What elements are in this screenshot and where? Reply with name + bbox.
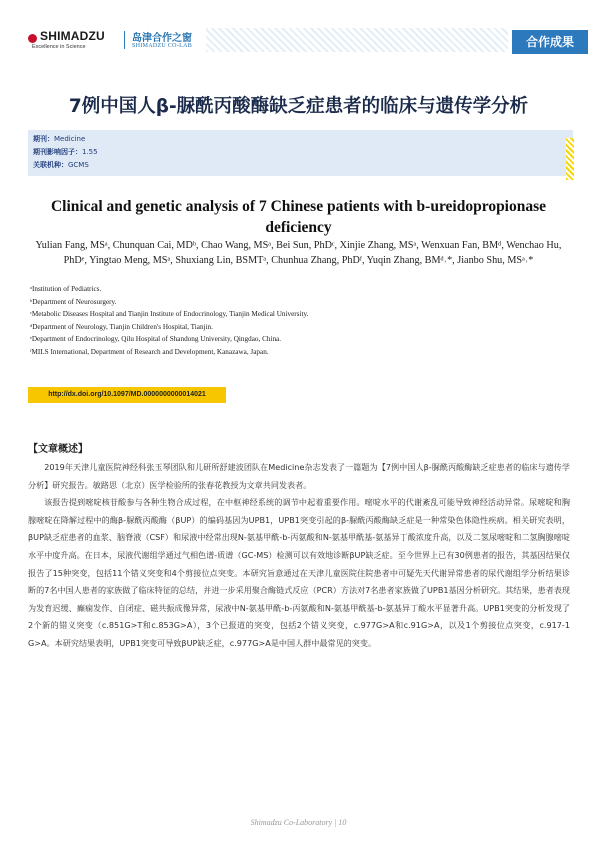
page-title-cn: 7例中国人β-脲酰丙酸酶缺乏症患者的临床与遗传学分析 [68, 96, 529, 117]
affiliation-item: ᶜMetabolic Diseases Hospital and Tianjin Institute of Endocrinology, Tianjin Medical University. [30, 310, 309, 319]
co-lab-title-cn: 岛津合作之窗 [132, 33, 192, 44]
journal-label: 期刊： [33, 135, 54, 143]
summary-body [28, 459, 570, 653]
meta-box [28, 130, 573, 176]
doi-link[interactable]: http://dx.doi.org/10.1097/MD.0000000000014021 [28, 387, 226, 403]
impact-value: 1.55 [82, 148, 98, 156]
summary-heading: 【文章概述】 [28, 444, 88, 455]
shimadzu-logo-icon [28, 34, 37, 43]
summary-paragraph: 该报告提到嘧啶核苷酸参与各种生物合成过程，在中枢神经系统的调节中起着重要作用。嘧啶水平的代谢紊乱可能导致神经活动异常。尿嘧啶和胸腺嘧啶在降解过程中的酶β-脲酰丙酸酶（βUP）的编码基因为UPB1，UPB1突变引起的β-脲酰丙酸酶缺乏症是一种常染色体隐性疾病。相关研究表明，βUP缺乏症患者的血浆、脑脊液（CSF）和尿液中经常出现N-氨基甲酰-b-丙氨酸和N-氨基甲酰基-氨基异丁酸浓度升高，以及二氢尿嘧啶和二氢胸腺嘧啶水平中度升高。在日本，尿液代谢组学通过气相色谱-质谱（GC-MS）检测可以有效地诊断βUP缺乏症。至今世界上已有30例患者的报告，其基因结果仅报告了15种突变，包括11个错义突变和4个剪接位点突变。本研究旨意通过在天津儿童医院住院患者中可疑先天代谢异常患者的尿代谢组学分析结果诊断的7名中国人患者的家族做了临床特征的总结，并进一步采用聚合酶链式反应（PCR）方法对7名患者家族做了UPB1基因分析研究。其结果，患者表现为发育迟缓、癫痫发作、自闭症、磁共振成像异常，尿液中N-氨基甲酰-b-丙氨酸和N-氨基甲酰基-b-氨基异丁酸水平显著升高。UPB1突变的分析发现了2个新的错义突变（c.851G>T和c.853G>A），3个已报道的突变，包括2个错义突变，c.977G>A和c.91G>A，以及1个剪接位点突变，c.917-1 G>A。本研究结果表明，UPB1突变可导致βUP缺乏症，c.977G>A是中国人群中最常见的突变。 [28, 497, 570, 648]
affiliations [30, 283, 570, 359]
affiliation-item: ᵈDepartment of Neurology, Tianjin Children's Hospital, Tianjin. [30, 322, 213, 331]
affiliation-item: ᵃInstitution of Pediatrics. [30, 285, 102, 293]
meta-impact [33, 147, 98, 157]
section-badge: 合作成果 [512, 30, 588, 54]
meta-journal [33, 134, 85, 144]
meta-instrument [33, 160, 89, 170]
logo-text: SHIMADZU [40, 29, 105, 43]
logo-tagline: Excellence in Science [32, 44, 86, 50]
page-header [0, 0, 597, 62]
affiliation-item: ᵇDepartment of Neurosurgery. [30, 297, 117, 306]
paper-title: Clinical and genetic analysis of 7 Chinese patients with b-ureidopropionase deficiency [50, 198, 547, 236]
header-divider [124, 31, 125, 49]
meta-stripe [566, 138, 574, 180]
journal-value: Medicine [54, 135, 86, 143]
affiliation-item: ᵉDepartment of Endocrinology, Qilu Hospital of Shandong University, Qingdao, China. [30, 335, 282, 344]
instrument-value: GCMS [68, 161, 89, 169]
paper-authors: Yulian Fang, MSᵃ, Chunquan Cai, MDᵇ, Chao Wang, MSᵃ, Bei Sun, PhDᶜ, Xinjie Zhang, MSᵃ, Wenxuan Fan, BMᵈ, Wenchao Hu, PhDᵉ, Yingtao Meng, MSᵃ, Shuxiang Lin, BSMTᵃ, Chunhua Zhang, PhDᶠ, Yuqin Zhang, BMᵈ˒*, Jianbo Shu, MSᵃ˒* [35, 240, 562, 266]
affiliation-item: ᶠMILS International, Department of Research and Development, Kanazawa, Japan. [30, 347, 269, 356]
page-footer: Shimadzu Co-Laboratory | 10 [250, 818, 347, 827]
instrument-label: 关联机种： [33, 161, 68, 169]
impact-label: 期刊影响因子： [33, 148, 82, 156]
co-lab-title-en: SHIMADZU CO-LAB [132, 43, 192, 49]
header-pattern [206, 28, 508, 52]
summary-paragraph: 2019年天津儿童医院神经科张玉琴团队和儿研所舒建波团队在Medicine杂志发表了一篇题为【7例中国人β-脲酰丙酸酶缺乏症患者的临床与遗传学分析】研究报告。敏路思（北京）医学检验所的张春花教授为文章共同发表者。 [28, 462, 570, 490]
